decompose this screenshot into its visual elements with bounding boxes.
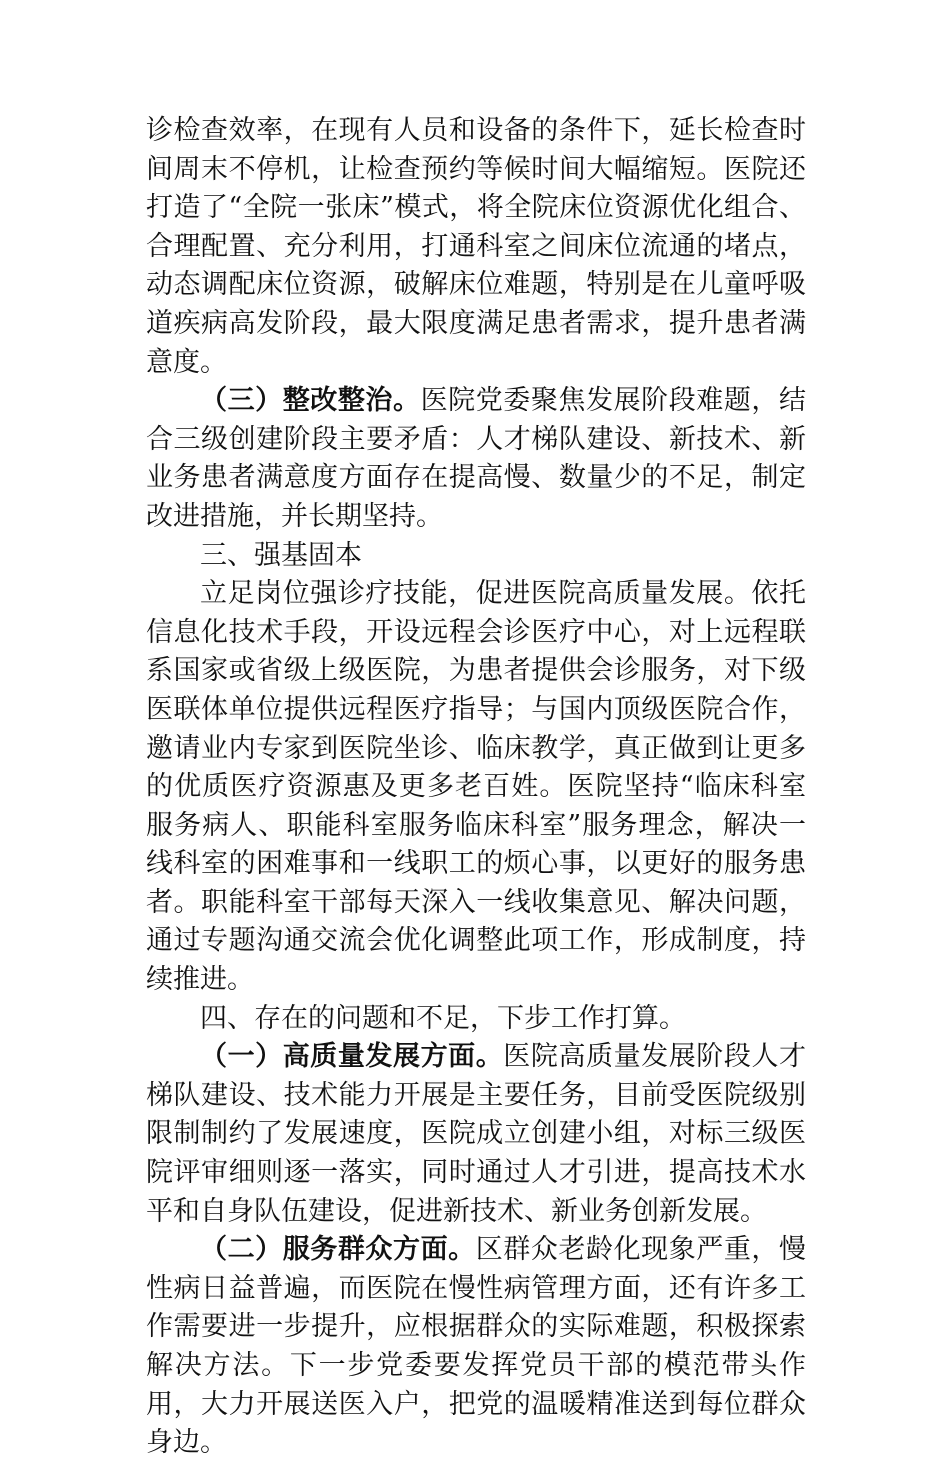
document-page: [146, 112, 806, 1463]
section-heading-problems-and-plans: 四、存在的问题和不足，下步工作打算。: [200, 1002, 686, 1034]
subheading-rectification: （三）整改整治。: [200, 385, 421, 417]
paragraph-rectification-body: 医院党委聚焦发展阶段难题，结合三级创建阶段主要矛盾：人才梯队建设、新技术、新业务患者满意度方面存在提高慢、数量少的不足，制定改进措施，并长期坚持。: [146, 385, 807, 532]
paragraph-continued: 诊检查效率，在现有人员和设备的条件下，延长检查时间周末不停机，让检查预约等候时间大幅缩短。医院还打造了“全院一张床”模式，将全院床位资源优化组合、合理配置、充分利用，打通科室之间床位流通的堵点，动态调配床位资源，破解床位难题，特别是在儿童呼吸道疾病高发阶段，最大限度满足患者需求，提升患者满意度。: [146, 115, 806, 378]
subheading-high-quality-development: （一）高质量发展方面。: [200, 1041, 504, 1073]
paragraph-strengthen-foundation: 立足岗位强诊疗技能，促进医院高质量发展。依托信息化技术手段，开设远程会诊医疗中心，对上远程联系国家或省级上级医院，为患者提供会诊服务，对下级医联体单位提供远程医疗指导；与国内顶级医院合作，邀请业内专家到医院坐诊、临床教学，真正做到让更多的优质医疗资源惠及更多老百姓。医院坚持“临床科室服务病人、职能科室服务临床科室”服务理念，解决一线科室的困难事和一线职工的烦心事，以更好的服务患者。职能科室干部每天深入一线收集意见、解决问题，通过专题沟通交流会优化调整此项工作，形成制度，持续推进。: [146, 578, 806, 996]
paragraph-serving-public-body: 区群众老龄化现象严重，慢性病日益普遍，而医院在慢性病管理方面，还有许多工作需要进一步提升，应根据群众的实际难题，积极探索解决方法。下一步党委要发挥党员干部的模范带头作用，大力开展送医入户，把党的温暖精准送到每位群众身边。: [146, 1234, 807, 1459]
paragraph-high-quality-development: [146, 1038, 806, 1231]
subheading-serving-public: （二）服务群众方面。: [200, 1234, 476, 1266]
paragraph-high-quality-development-body: 医院高质量发展阶段人才梯队建设、技术能力开展是主要任务，目前受医院级别限制制约了发展速度，医院成立创建小组，对标三级医院评审细则逐一落实，同时通过人才引进，提高技术水平和自身队伍建设，促进新技术、新业务创新发展。: [146, 1041, 807, 1227]
paragraph-serving-public: [146, 1231, 806, 1463]
section-heading-strengthen-foundation: 三、强基固本: [200, 539, 362, 571]
paragraph-rectification: [146, 382, 806, 536]
